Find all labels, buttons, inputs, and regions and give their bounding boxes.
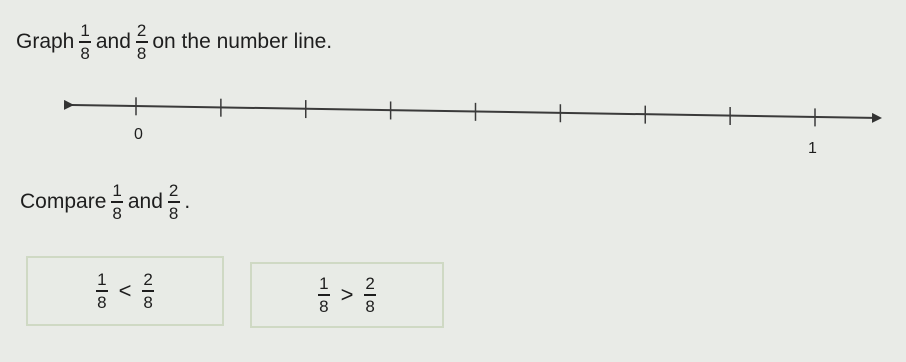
instruction-suffix: on the number line.	[152, 30, 333, 53]
instruction-and: and	[95, 30, 131, 53]
fraction-one-eighth: $\frac{1}{8}$	[80, 21, 90, 63]
number-line-ticks	[136, 97, 815, 126]
number-line-label-one: 1	[808, 140, 817, 157]
instruction-prefix: Graph	[16, 30, 75, 53]
fraction-one-eighth: $\frac{1}{8}$	[112, 181, 122, 223]
compare-suffix: .	[184, 190, 191, 213]
choice-left-fraction: $\frac{1}{8}$	[97, 270, 107, 312]
compare-prefix: Compare	[20, 190, 107, 213]
less-than-symbol: <	[118, 278, 132, 303]
number-line[interactable]	[0, 0, 906, 170]
compare-instruction	[20, 182, 190, 222]
fraction-two-eighths: $\frac{2}{8}$	[168, 181, 179, 223]
choice-right-fraction: $\frac{2}{8}$	[143, 270, 153, 312]
fraction-two-eighths: $\frac{2}{8}$	[136, 21, 147, 63]
answer-choice-greater-than[interactable]	[250, 262, 444, 328]
answer-choice-less-than[interactable]	[26, 256, 224, 326]
choice-right-fraction: $\frac{2}{8}$	[365, 274, 375, 316]
choice-left-fraction: $\frac{1}{8}$	[319, 274, 329, 316]
number-line-label-zero: 0	[134, 126, 143, 143]
compare-and: and	[127, 190, 163, 213]
greater-than-symbol: >	[340, 282, 354, 307]
